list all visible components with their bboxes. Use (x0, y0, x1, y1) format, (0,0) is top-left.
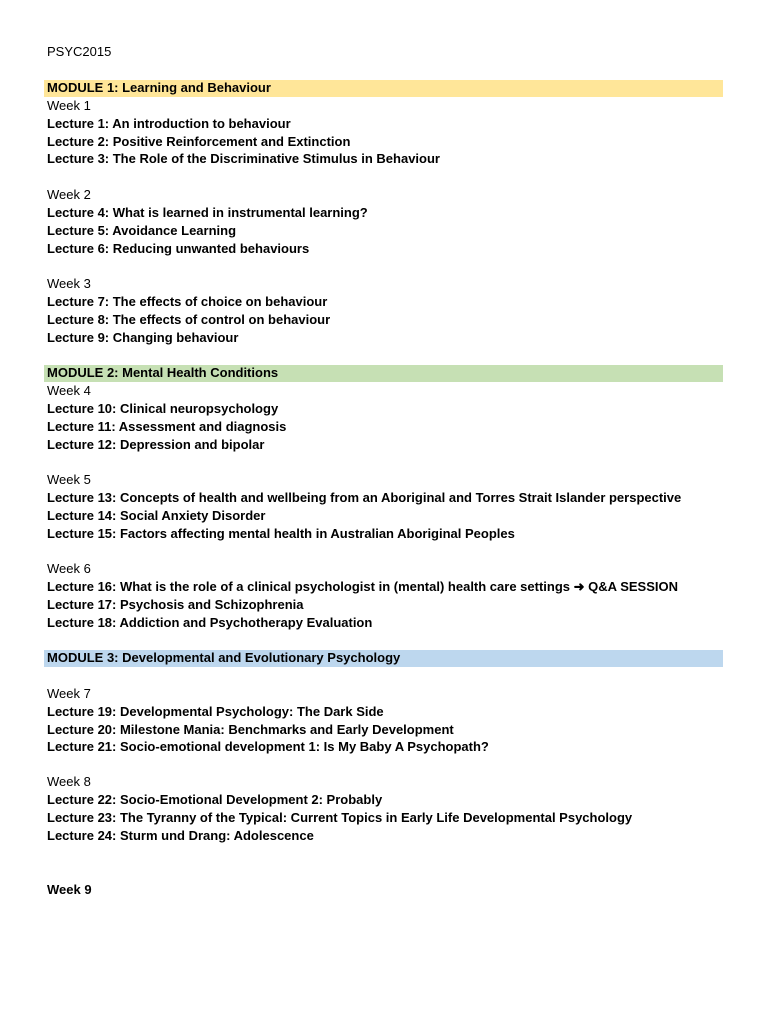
lecture-1: Lecture 1: An introduction to behaviour (47, 116, 291, 131)
lecture-4: Lecture 4: What is learned in instrumental learning? (47, 205, 368, 220)
week-6-label: Week 6 (47, 561, 91, 576)
lecture-12: Lecture 12: Depression and bipolar (47, 437, 265, 452)
course-code: PSYC2015 (47, 44, 112, 59)
lecture-2: Lecture 2: Positive Reinforcement and Extinction (47, 134, 351, 149)
lecture-17: Lecture 17: Psychosis and Schizophrenia (47, 597, 304, 612)
lecture-20: Lecture 20: Milestone Mania: Benchmarks and Early Development (47, 722, 454, 737)
week-5-label: Week 5 (47, 472, 91, 487)
week-3-label: Week 3 (47, 276, 91, 291)
module-3-title: MODULE 3: Developmental and Evolutionary Psychology (47, 650, 401, 665)
right-arrow-icon: ➜ (573, 579, 585, 594)
lecture-22: Lecture 22: Socio-Emotional Development 2: Probably (47, 792, 383, 807)
lecture-14: Lecture 14: Social Anxiety Disorder (47, 508, 266, 523)
lecture-11: Lecture 11: Assessment and diagnosis (47, 419, 287, 434)
lecture-24: Lecture 24: Sturm und Drang: Adolescence (47, 828, 314, 843)
lecture-7: Lecture 7: The effects of choice on behaviour (47, 294, 328, 309)
lecture-8: Lecture 8: The effects of control on behaviour (47, 312, 331, 327)
lecture-23: Lecture 23: The Tyranny of the Typical: Current Topics in Early Life Developmental Psychology (47, 810, 633, 825)
module-2-title: MODULE 2: Mental Health Conditions (47, 365, 279, 380)
week-2-label: Week 2 (47, 187, 91, 202)
week-8-label: Week 8 (47, 774, 91, 789)
lecture-18: Lecture 18: Addiction and Psychotherapy Evaluation (47, 615, 373, 630)
module-1-title: MODULE 1: Learning and Behaviour (47, 80, 271, 95)
lecture-3: Lecture 3: The Role of the Discriminative Stimulus in Behaviour (47, 151, 440, 166)
lecture-21: Lecture 21: Socio-emotional development 1: Is My Baby A Psychopath? (47, 739, 489, 754)
lecture-10: Lecture 10: Clinical neuropsychology (47, 401, 279, 416)
week-1-label: Week 1 (47, 98, 91, 113)
lecture-9: Lecture 9: Changing behaviour (47, 330, 239, 345)
lecture-19: Lecture 19: Developmental Psychology: The Dark Side (47, 704, 384, 719)
lecture-16 (47, 578, 678, 596)
lecture-16-text: Lecture 16: What is the role of a clinical psychologist in (mental) health care settings (47, 579, 571, 594)
lecture-16-suffix: Q&A SESSION (588, 579, 678, 594)
week-9-label: Week 9 (47, 882, 92, 897)
week-7-label: Week 7 (47, 686, 91, 701)
lecture-15: Lecture 15: Factors affecting mental health in Australian Aboriginal Peoples (47, 526, 515, 541)
lecture-6: Lecture 6: Reducing unwanted behaviours (47, 241, 310, 256)
lecture-13: Lecture 13: Concepts of health and wellbeing from an Aboriginal and Torres Strait Islander perspective (47, 490, 682, 505)
week-4-label: Week 4 (47, 383, 91, 398)
lecture-5: Lecture 5: Avoidance Learning (47, 223, 237, 238)
